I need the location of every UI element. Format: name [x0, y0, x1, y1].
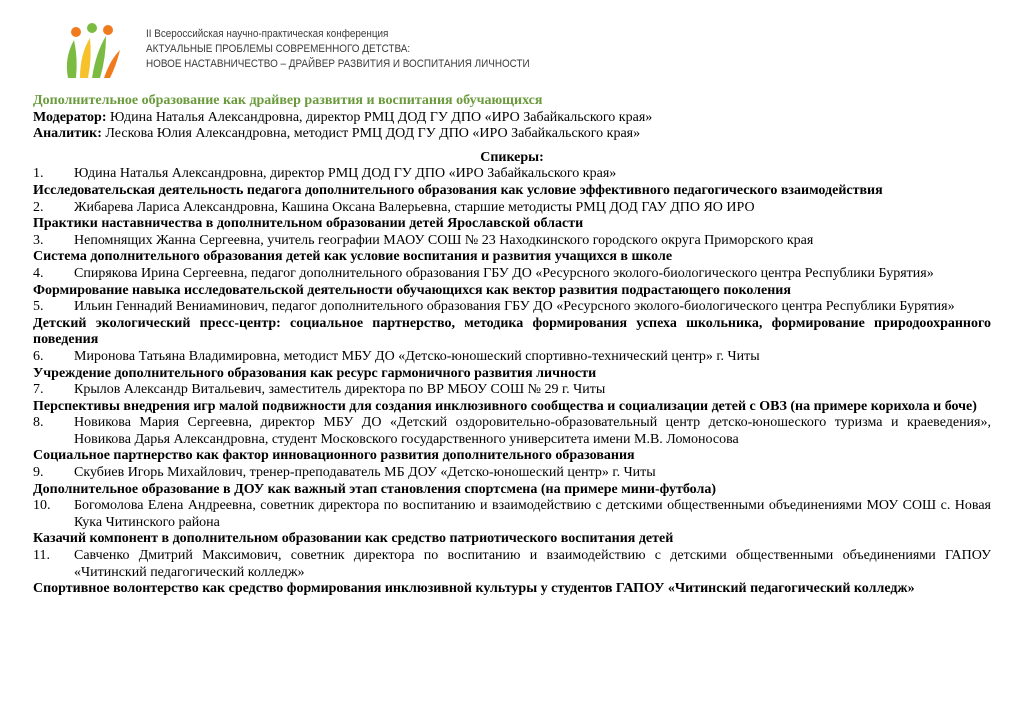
- conference-logo-icon: [62, 18, 124, 82]
- list-item: [33, 548, 991, 598]
- speaker-number: 7.: [33, 382, 44, 398]
- speaker-number: 10.: [33, 498, 51, 514]
- speaker-list: [33, 166, 991, 597]
- speaker-person: Спирякова Ирина Сергеевна, педагог дополнительного образования ГБУ ДО «Ресурсного эколого-биологического центра Республики Бурятия»: [74, 265, 934, 281]
- list-item: [33, 266, 991, 299]
- list-item: [33, 200, 991, 233]
- list-item: [33, 166, 991, 199]
- analyst-label: Аналитик:: [33, 126, 102, 142]
- speaker-number: 1.: [33, 166, 44, 182]
- conference-line-2: АКТУАЛЬНЫЕ ПРОБЛЕМЫ СОВРЕМЕННОГО ДЕТСТВА:: [146, 43, 411, 55]
- speaker-number: 3.: [33, 232, 44, 248]
- moderator-line: [33, 110, 991, 127]
- speaker-number: 9.: [33, 465, 44, 481]
- section-title: Дополнительное образование как драйвер развития и воспитания обучающихся: [33, 93, 543, 108]
- speaker-topic: Спортивное волонтерство как средство формирования инклюзивной культуры у студентов ГАПОУ «Читинский педагогический колледж»: [33, 581, 915, 597]
- speaker-number: 11.: [33, 548, 50, 564]
- speaker-number: 4.: [33, 265, 44, 281]
- speaker-number: 8.: [33, 415, 44, 431]
- speaker-topic: Формирование навыка исследовательской деятельности обучающихся как вектор развития подрастающего поколения: [33, 282, 791, 298]
- speaker-topic: Перспективы внедрения игр малой подвижности для создания инклюзивного сообщества и социализации детей с ОВЗ (на примере корихола и боче): [33, 398, 977, 414]
- list-item: [33, 299, 991, 349]
- speaker-topic: Система дополнительного образования детей как условие воспитания и развития учащихся в школе: [33, 249, 673, 265]
- conference-line-1: II Всероссийская научно-практическая конференция: [146, 28, 389, 40]
- list-item: [33, 349, 991, 382]
- speaker-person: Скубиев Игорь Михайлович, тренер-преподаватель МБ ДОУ «Детско-юношеский центр» г. Читы: [74, 465, 656, 481]
- speaker-person: Непомнящих Жанна Сергеевна, учитель географии МАОУ СОШ № 23 Находкинского городского округа Приморского края: [74, 232, 814, 248]
- speaker-topic: Учреждение дополнительного образования как ресурс гармоничного развития личности: [33, 365, 597, 381]
- analyst-line: [33, 126, 991, 143]
- speaker-person: Ильин Геннадий Вениаминович, педагог дополнительного образования ГБУ ДО «Ресурсного эколого-биологического центра Республики Бурятия»: [74, 299, 955, 315]
- conference-title: [146, 27, 530, 72]
- speaker-topic: Практики наставничества в дополнительном образовании детей Ярославской области: [33, 216, 584, 232]
- conference-header: [62, 18, 662, 88]
- speaker-topic: Детский экологический пресс-центр: социальное партнерство, методика формирования успеха школьника, формирование природоохранного поведения: [33, 315, 991, 348]
- list-item: [33, 498, 991, 548]
- speaker-topic: Исследовательская деятельность педагога дополнительного образования как условие эффективного педагогического взаимодействия: [33, 182, 883, 198]
- speakers-heading: Спикеры:: [480, 149, 544, 165]
- speaker-person: Миронова Татьяна Владимировна, методист МБУ ДО «Детско-юношеский спортивно-технический центр» г. Читы: [74, 348, 760, 364]
- document-body: [33, 93, 991, 598]
- speaker-number: 6.: [33, 348, 44, 364]
- list-item: [33, 415, 991, 465]
- speaker-person: Богомолова Елена Андреевна, советник директора по воспитанию и взаимодействию с детскими общественными объединениями МОУ СОШ с. Новая Кука Читинского района: [74, 498, 991, 530]
- speaker-person: Новикова Мария Сергеевна, директор МБУ ДО «Детский оздоровительно-образовательный центр детско-юношеского туризма и краеведения», Новикова Дарья Александровна, студент Московского государственного университета имени М.В. Ломоносова: [74, 415, 991, 447]
- speaker-person: Юдина Наталья Александровна, директор РМЦ ДОД ГУ ДПО «ИРО Забайкальского края»: [74, 166, 617, 182]
- speaker-topic: Социальное партнерство как фактор инновационного развития дополнительного образования: [33, 448, 635, 464]
- list-item: [33, 465, 991, 498]
- moderator-value: Юдина Наталья Александровна, директор РМЦ ДОД ГУ ДПО «ИРО Забайкальского края»: [106, 109, 653, 125]
- moderator-label: Модератор:: [33, 109, 107, 125]
- speaker-number: 5.: [33, 299, 44, 315]
- speaker-person: Савченко Дмитрий Максимович, советник директора по воспитанию и взаимодействию с детскими общественными объединениями ГАПОУ «Читинский педагогический колледж»: [74, 548, 991, 580]
- speaker-topic: Казачий компонент в дополнительном образовании как средство патриотического воспитания детей: [33, 531, 674, 547]
- speaker-topic: Дополнительное образование в ДОУ как важный этап становления спортсмена (на примере мини-футбола): [33, 481, 717, 497]
- speaker-number: 2.: [33, 199, 44, 215]
- list-item: [33, 233, 991, 266]
- conference-line-3: НОВОЕ НАСТАВНИЧЕСТВО – ДРАЙВЕР РАЗВИТИЯ И ВОСПИТАНИЯ ЛИЧНОСТИ: [146, 58, 530, 70]
- list-item: [33, 382, 991, 415]
- speaker-person: Крылов Александр Витальевич, заместитель директора по ВР МБОУ СОШ № 29 г. Читы: [74, 382, 606, 398]
- speaker-person: Жибарева Лариса Александровна, Кашина Оксана Валерьевна, старшие методисты РМЦ ДОД ГАУ ДПО ЯО ИРО: [74, 199, 755, 215]
- analyst-value: Лескова Юлия Александровна, методист РМЦ ДОД ГУ ДПО «ИРО Забайкальского края»: [101, 126, 641, 142]
